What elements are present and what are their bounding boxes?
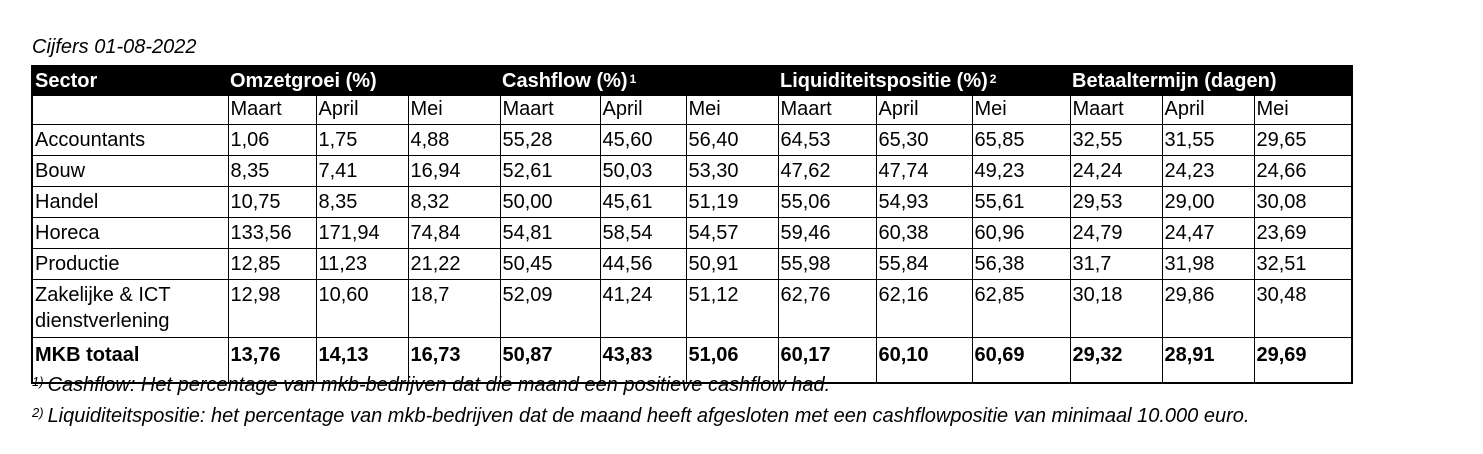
sector-cell: Productie xyxy=(32,249,228,280)
value-cell: 24,24 xyxy=(1070,156,1162,187)
month-header: Mei xyxy=(972,96,1070,125)
value-cell: 50,45 xyxy=(500,249,600,280)
footnote-liquiditeit xyxy=(32,403,1249,429)
value-cell: 1,75 xyxy=(316,125,408,156)
value-cell: 45,60 xyxy=(600,125,686,156)
month-header: April xyxy=(876,96,972,125)
month-header: Maart xyxy=(1070,96,1162,125)
value-cell: 64,53 xyxy=(778,125,876,156)
value-cell: 8,32 xyxy=(408,187,500,218)
table-row xyxy=(32,187,1352,218)
value-cell: 10,75 xyxy=(228,187,316,218)
value-cell: 32,55 xyxy=(1070,125,1162,156)
value-cell: 16,73 xyxy=(408,338,500,384)
sector-figures-table xyxy=(31,65,1353,384)
value-cell: 58,54 xyxy=(600,218,686,249)
value-cell: 45,61 xyxy=(600,187,686,218)
value-cell: 30,18 xyxy=(1070,280,1162,338)
value-cell: 133,56 xyxy=(228,218,316,249)
value-cell: 24,47 xyxy=(1162,218,1254,249)
value-cell: 62,16 xyxy=(876,280,972,338)
value-cell: 31,55 xyxy=(1162,125,1254,156)
value-cell: 54,81 xyxy=(500,218,600,249)
value-cell: 30,08 xyxy=(1254,187,1352,218)
month-header: April xyxy=(600,96,686,125)
group-header-omzetgroei xyxy=(228,66,500,96)
group-header-label: Betaaltermijn (dagen) xyxy=(1072,70,1277,92)
group-header-label: Liquiditeitspositie (%) xyxy=(780,70,988,92)
value-cell: 50,91 xyxy=(686,249,778,280)
value-cell: 50,87 xyxy=(500,338,600,384)
group-header-betaaltermijn xyxy=(1070,66,1352,96)
value-cell: 47,74 xyxy=(876,156,972,187)
value-cell: 13,76 xyxy=(228,338,316,384)
value-cell: 50,00 xyxy=(500,187,600,218)
table-row xyxy=(32,156,1352,187)
value-cell: 11,23 xyxy=(316,249,408,280)
footnote-text: Cashflow: Het percentage van mkb-bedrijven dat die maand een positieve cashflow had. xyxy=(47,374,831,396)
table-row xyxy=(32,280,1352,338)
value-cell: 31,7 xyxy=(1070,249,1162,280)
table-row xyxy=(32,125,1352,156)
value-cell: 52,09 xyxy=(500,280,600,338)
sector-cell: MKB totaal xyxy=(35,344,140,366)
value-cell: 10,60 xyxy=(316,280,408,338)
value-cell: 60,96 xyxy=(972,218,1070,249)
value-cell: 65,30 xyxy=(876,125,972,156)
table-caption: Cijfers 01-08-2022 xyxy=(32,36,197,58)
value-cell: 24,79 xyxy=(1070,218,1162,249)
value-cell: 12,85 xyxy=(228,249,316,280)
value-cell: 56,38 xyxy=(972,249,1070,280)
value-cell: 8,35 xyxy=(316,187,408,218)
value-cell: 24,66 xyxy=(1254,156,1352,187)
value-cell: 49,23 xyxy=(972,156,1070,187)
sector-cell: Zakelijke & ICT dienstverlening xyxy=(32,280,228,338)
value-cell: 62,76 xyxy=(778,280,876,338)
value-cell: 29,69 xyxy=(1254,338,1352,384)
month-header: Maart xyxy=(228,96,316,125)
value-cell: 16,94 xyxy=(408,156,500,187)
sector-column-header: Sector xyxy=(32,66,228,96)
value-cell: 51,19 xyxy=(686,187,778,218)
group-header-liquiditeitspositie xyxy=(778,66,1070,96)
value-cell: 21,22 xyxy=(408,249,500,280)
month-header: Mei xyxy=(408,96,500,125)
value-cell: 55,98 xyxy=(778,249,876,280)
group-header-label: Omzetgroei (%) xyxy=(230,70,377,92)
value-cell: 29,32 xyxy=(1070,338,1162,384)
month-header: April xyxy=(1162,96,1254,125)
value-cell: 60,69 xyxy=(972,338,1070,384)
value-cell: 29,86 xyxy=(1162,280,1254,338)
value-cell: 18,7 xyxy=(408,280,500,338)
value-cell: 59,46 xyxy=(778,218,876,249)
value-cell: 7,41 xyxy=(316,156,408,187)
value-cell: 12,98 xyxy=(228,280,316,338)
value-cell: 74,84 xyxy=(408,218,500,249)
value-cell: 55,84 xyxy=(876,249,972,280)
value-cell: 60,17 xyxy=(778,338,876,384)
footnote-text: Liquiditeitspositie: het percentage van mkb-bedrijven dat de maand heeft afgesloten met een cashflowpositie van minimaal 10.000 euro. xyxy=(47,405,1250,427)
footnote-mark: 1) xyxy=(32,374,44,389)
sector-cell: Horeca xyxy=(32,218,228,249)
group-header-cashflow xyxy=(500,66,778,96)
value-cell: 47,62 xyxy=(778,156,876,187)
table-row xyxy=(32,218,1352,249)
value-cell: 54,57 xyxy=(686,218,778,249)
month-header: April xyxy=(316,96,408,125)
value-cell: 41,24 xyxy=(600,280,686,338)
month-header: Mei xyxy=(686,96,778,125)
value-cell: 24,23 xyxy=(1162,156,1254,187)
value-cell: 60,10 xyxy=(876,338,972,384)
value-cell: 29,00 xyxy=(1162,187,1254,218)
value-cell: 65,85 xyxy=(972,125,1070,156)
footnote-marker: 2 xyxy=(989,72,997,86)
value-cell: 31,98 xyxy=(1162,249,1254,280)
sector-cell: Accountants xyxy=(32,125,228,156)
value-cell: 55,06 xyxy=(778,187,876,218)
group-header-label: Cashflow (%) xyxy=(502,70,628,92)
sector-cell: Handel xyxy=(32,187,228,218)
value-cell: 4,88 xyxy=(408,125,500,156)
value-cell: 60,38 xyxy=(876,218,972,249)
value-cell: 28,91 xyxy=(1162,338,1254,384)
month-header: Mei xyxy=(1254,96,1352,125)
value-cell: 55,28 xyxy=(500,125,600,156)
value-cell: 54,93 xyxy=(876,187,972,218)
value-cell: 30,48 xyxy=(1254,280,1352,338)
value-cell: 8,35 xyxy=(228,156,316,187)
value-cell: 1,06 xyxy=(228,125,316,156)
value-cell: 23,69 xyxy=(1254,218,1352,249)
value-cell: 50,03 xyxy=(600,156,686,187)
value-cell: 43,83 xyxy=(600,338,686,384)
value-cell: 29,65 xyxy=(1254,125,1352,156)
empty-header-cell xyxy=(32,96,228,125)
value-cell: 171,94 xyxy=(316,218,408,249)
value-cell: 44,56 xyxy=(600,249,686,280)
sector-cell: Bouw xyxy=(32,156,228,187)
table-row xyxy=(32,249,1352,280)
value-cell: 52,61 xyxy=(500,156,600,187)
value-cell: 53,30 xyxy=(686,156,778,187)
footnote-cashflow xyxy=(32,372,830,398)
footnote-marker: 1 xyxy=(629,72,637,86)
value-cell: 29,53 xyxy=(1070,187,1162,218)
value-cell: 51,06 xyxy=(686,338,778,384)
month-header: Maart xyxy=(778,96,876,125)
group-header-row xyxy=(32,66,1352,96)
value-cell: 14,13 xyxy=(316,338,408,384)
value-cell: 56,40 xyxy=(686,125,778,156)
value-cell: 62,85 xyxy=(972,280,1070,338)
footnote-mark: 2) xyxy=(32,405,44,420)
value-cell: 32,51 xyxy=(1254,249,1352,280)
month-header: Maart xyxy=(500,96,600,125)
value-cell: 51,12 xyxy=(686,280,778,338)
month-header-row xyxy=(32,96,1352,125)
value-cell: 55,61 xyxy=(972,187,1070,218)
